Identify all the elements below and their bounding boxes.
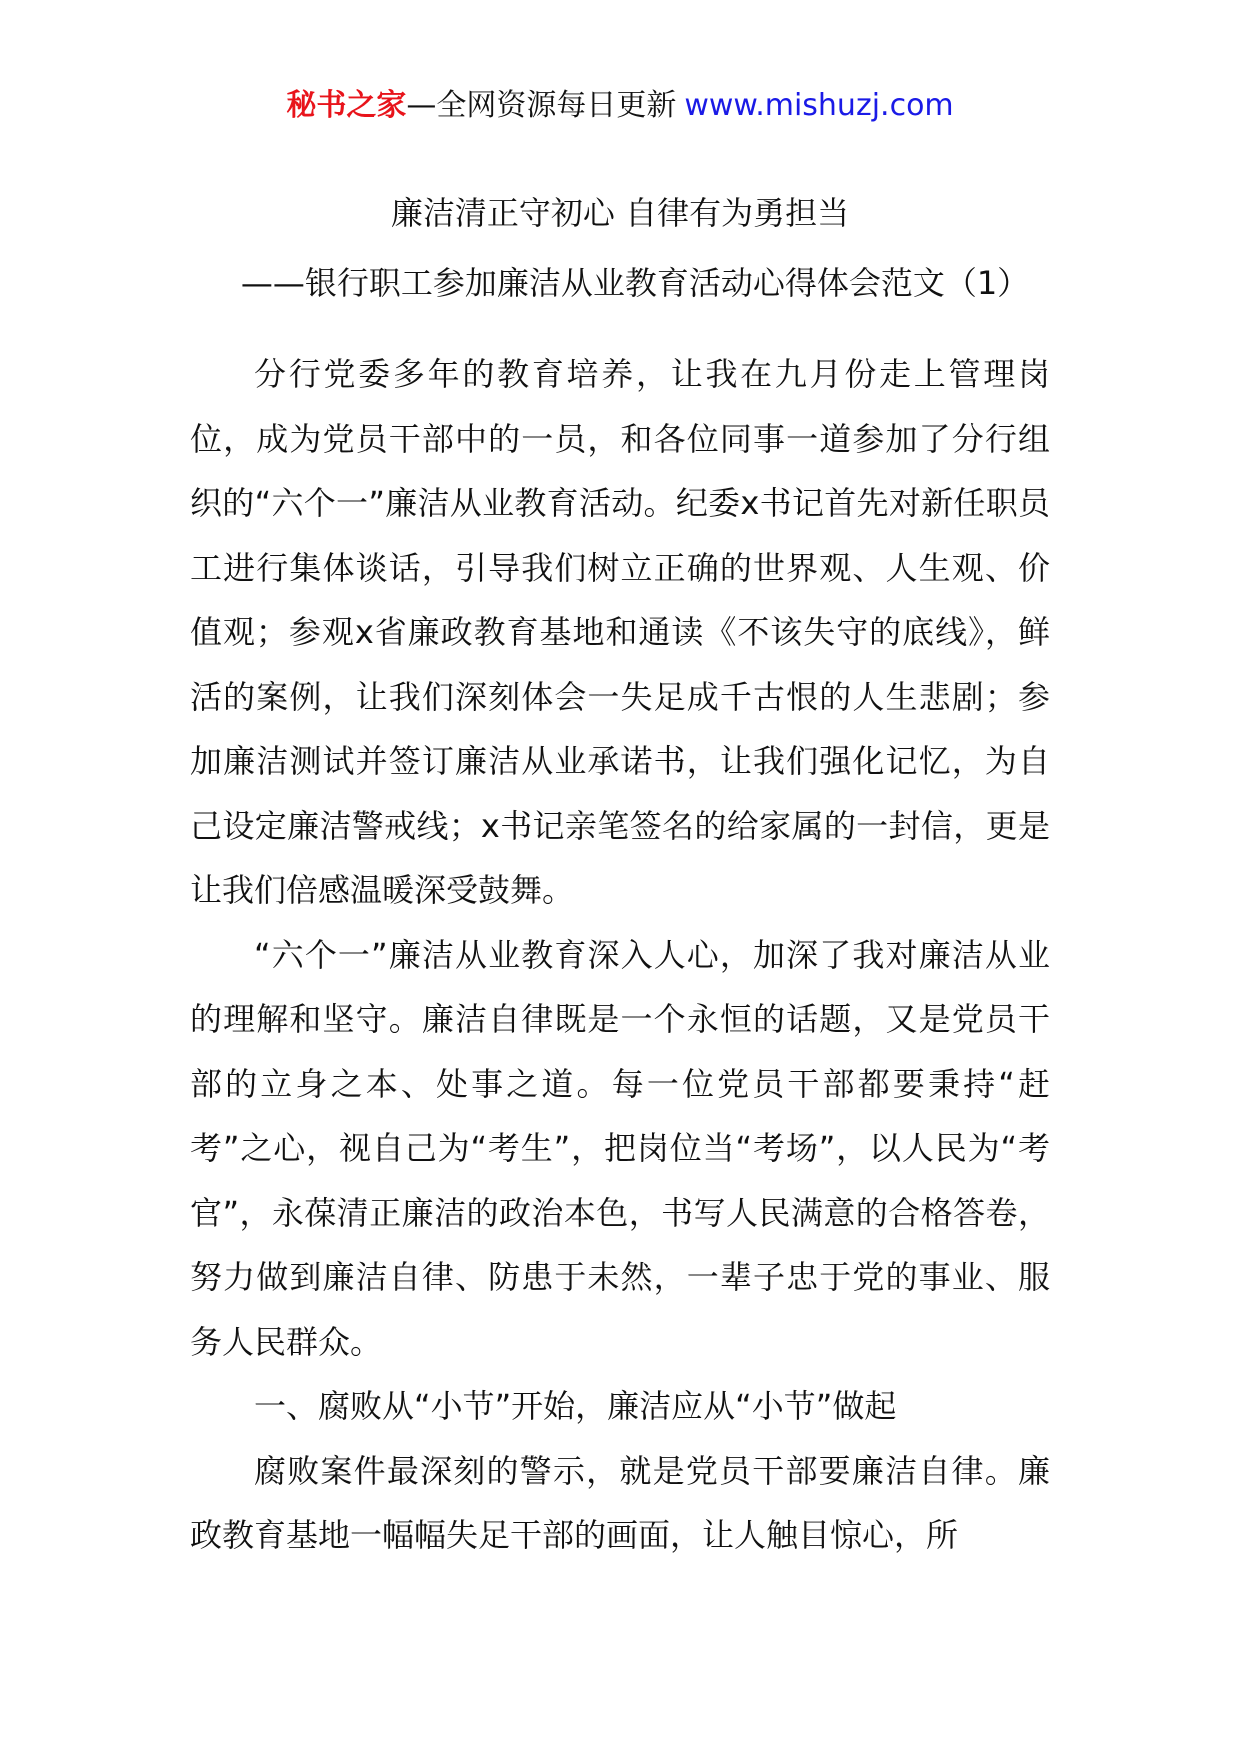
body-paragraph: 腐败案件最深刻的警示，就是党员干部要廉洁自律。廉政教育基地一幅幅失足干部的画面，让人触目惊心，所 (190, 1451, 1050, 1554)
body-paragraph: 分行党委多年的教育培养，让我在九月份走上管理岗位，成为党员干部中的一员，和各位同事一道参加了分行组织的“六个一”廉洁从业教育活动。纪委x书记首先对新任职员工进行集体谈话，引导我们树立正确的世界观、人生观、价值观；参观x省廉政教育基地和通读《不该失守的底线》，鲜活的案例，让我们深刻体会一失足成千古恨的人生悲剧；参加廉洁测试并签订廉洁从业承诺书，让我们强化记忆，为自己设定廉洁警戒线；x书记亲笔签名的给家属的一封信，更是让我们倍感温暖深受鼓舞。 (190, 355, 1050, 909)
brand-name: 秘书之家 (286, 88, 407, 123)
site-url-link[interactable]: www.mishuzj.com (684, 88, 954, 123)
site-header (0, 86, 1240, 126)
document-title: 廉洁清正守初心 自律有为勇担当 (390, 194, 850, 232)
header-tagline: —全网资源每日更新 (406, 88, 677, 123)
section-heading: 一、腐败从“小节”开始，廉洁应从“小节”做起 (254, 1387, 897, 1425)
document-body (190, 342, 1050, 1568)
document-subtitle: ——银行职工参加廉洁从业教育活动心得体会范文（1） (240, 264, 1030, 302)
body-paragraph: “六个一”廉洁从业教育深入人心，加深了我对廉洁从业的理解和坚守。廉洁自律既是一个永恒的话题，又是党员干部的立身之本、处事之道。每一位党员干部都要秉持“赶考”之心，视自己为“考生”，把岗位当“考场”，以人民为“考官”，永葆清正廉洁的政治本色，书写人民满意的合格答卷，努力做到廉洁自律、防患于未然，一辈子忠于党的事业、服务人民群众。 (190, 935, 1050, 1361)
